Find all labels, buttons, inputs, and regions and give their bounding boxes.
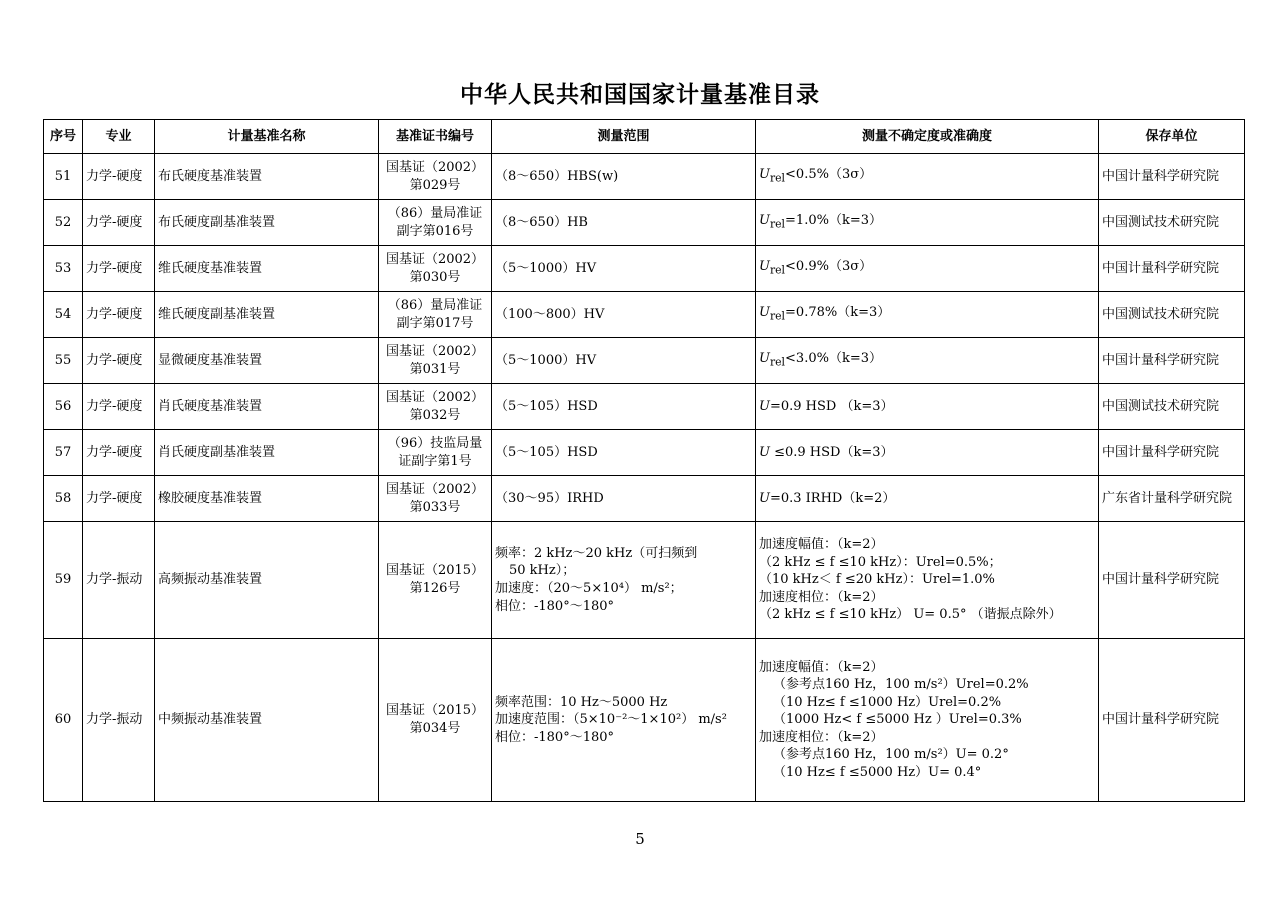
subscript: rel [769, 263, 786, 277]
cell-unit: 中国测试技术研究院 [1099, 200, 1245, 246]
cell-name: 中频振动基准装置 [155, 639, 379, 802]
cert-line: 国基证（2015） [385, 703, 485, 719]
page-title: 中华人民共和国国家计量基准目录 [460, 82, 820, 108]
cell-no: 53 [44, 246, 83, 292]
cell-range [492, 292, 756, 338]
table-row [44, 476, 1245, 522]
cell-uncertainty [756, 246, 1099, 292]
range-line: （5～1000）HV [495, 260, 597, 276]
cell-cert [379, 338, 492, 384]
cell-unit: 中国测试技术研究院 [1099, 384, 1245, 430]
uncertainty-line: 加速度幅值：（k=2） [759, 537, 884, 553]
uncertainty-line: （10 Hz≤ f ≤5000 Hz）U= 0.4° [773, 764, 982, 780]
cell-unit: 广东省计量科学研究院 [1099, 476, 1245, 522]
cert-line: 国基证（2002） [385, 389, 485, 405]
cell-major: 力学-硬度 [83, 246, 155, 292]
cell-range [492, 476, 756, 522]
cell-name: 橡胶硬度基准装置 [155, 476, 379, 522]
cell-name: 维氏硬度基准装置 [155, 246, 379, 292]
symbol: U [759, 490, 770, 506]
cert-line: （86）量局准证 [387, 297, 483, 313]
cell-major: 力学-振动 [83, 522, 155, 639]
cell-cert [379, 522, 492, 639]
table-row [44, 200, 1245, 246]
table-row [44, 639, 1245, 802]
cell-major: 力学-硬度 [83, 338, 155, 384]
table-header-row [44, 120, 1245, 154]
range-line: 频率范围：10 Hz～5000 Hz [495, 694, 668, 710]
cell-major: 力学-硬度 [83, 200, 155, 246]
table-row [44, 292, 1245, 338]
standards-table [43, 119, 1245, 802]
range-line: （8～650）HB [495, 214, 588, 230]
cert-line: 第034号 [409, 721, 461, 736]
range-line: （5～105）HSD [495, 444, 598, 460]
cell-uncertainty [756, 522, 1099, 639]
cert-line: 证副字第1号 [398, 453, 472, 469]
cell-range [492, 200, 756, 246]
cert-line: 第126号 [409, 581, 461, 596]
cell-name: 高频振动基准装置 [155, 522, 379, 639]
cell-uncertainty [756, 430, 1099, 476]
cell-no: 55 [44, 338, 83, 384]
cell-uncertainty [756, 384, 1099, 430]
cell-uncertainty [756, 200, 1099, 246]
cell-name: 肖氏硬度基准装置 [155, 384, 379, 430]
cert-line: 第033号 [409, 499, 461, 515]
symbol: U [759, 444, 770, 460]
cell-name: 显微硬度基准装置 [155, 338, 379, 384]
cert-line: 第032号 [409, 407, 461, 423]
cell-unit: 中国计量科学研究院 [1099, 338, 1245, 384]
cell-cert [379, 246, 492, 292]
uncertainty-line: 加速度幅值：（k=2） [759, 659, 884, 675]
cell-range [492, 246, 756, 292]
cell-range [492, 522, 756, 639]
symbol: U [759, 167, 770, 183]
range-line: 加速度范围：（5×10⁻²～1×10²） m/s² [495, 712, 727, 728]
cell-uncertainty [756, 338, 1099, 384]
cell-no: 54 [44, 292, 83, 338]
symbol: U [759, 259, 770, 275]
symbol: U [759, 305, 770, 321]
cell-unit: 中国测试技术研究院 [1099, 292, 1245, 338]
uncertainty-value: ≤0.9 HSD（k=3） [769, 444, 894, 460]
cell-unit: 中国计量科学研究院 [1099, 154, 1245, 200]
table-row [44, 154, 1245, 200]
column-header-name: 计量基准名称 [155, 120, 379, 154]
cert-line: 副字第017号 [396, 315, 474, 331]
uncertainty-line: （1000 Hz< f ≤5000 Hz ）Urel=0.3% [773, 712, 1022, 728]
cert-line: 国基证（2002） [385, 159, 485, 175]
cell-major: 力学-硬度 [83, 154, 155, 200]
uncertainty-value: =0.9 HSD （k=3） [769, 398, 894, 414]
range-line: （8～650）HBS(w) [495, 168, 619, 184]
range-line: 频率：2 kHz～20 kHz（可扫频到 [495, 545, 698, 561]
cell-uncertainty [756, 476, 1099, 522]
cell-no: 51 [44, 154, 83, 200]
table-row [44, 522, 1245, 639]
subscript: rel [769, 355, 786, 369]
cell-major: 力学-硬度 [83, 476, 155, 522]
uncertainty-line: （10 kHz＜ f ≤20 kHz）：Urel=1.0% [759, 572, 995, 588]
cell-uncertainty [756, 154, 1099, 200]
cell-unit: 中国计量科学研究院 [1099, 246, 1245, 292]
cell-range [492, 639, 756, 802]
table-row [44, 246, 1245, 292]
uncertainty-line: （2 kHz ≤ f ≤10 kHz） U= 0.5° （谐振点除外） [759, 607, 1062, 623]
cell-range [492, 154, 756, 200]
uncertainty-value: <0.5%（3σ） [785, 167, 873, 183]
symbol: U [759, 351, 770, 367]
cell-unit: 中国计量科学研究院 [1099, 430, 1245, 476]
cell-cert [379, 639, 492, 802]
cell-no: 57 [44, 430, 83, 476]
cell-unit: 中国计量科学研究院 [1099, 639, 1245, 802]
cell-range [492, 338, 756, 384]
cell-name: 维氏硬度副基准装置 [155, 292, 379, 338]
cell-name: 布氏硬度基准装置 [155, 154, 379, 200]
uncertainty-value: =0.3 IRHD（k=2） [769, 490, 896, 506]
uncertainty-value: <0.9%（3σ） [785, 259, 873, 275]
uncertainty-line: 加速度相位：（k=2） [759, 589, 884, 605]
symbol: U [759, 398, 770, 414]
uncertainty-value: =0.78%（k=3） [785, 305, 891, 321]
cell-no: 60 [44, 639, 83, 802]
cert-line: 副字第016号 [396, 223, 474, 239]
uncertainty-line: （2 kHz ≤ f ≤10 kHz）：Urel=0.5%； [759, 554, 1002, 570]
uncertainty-value: <3.0%（k=3） [785, 351, 882, 367]
cell-range [492, 430, 756, 476]
column-header-cert: 基准证书编号 [379, 120, 492, 154]
cert-line: 第031号 [409, 361, 461, 377]
cell-major: 力学-硬度 [83, 430, 155, 476]
column-header-unit: 保存单位 [1099, 120, 1245, 154]
cell-no: 56 [44, 384, 83, 430]
cell-range [492, 384, 756, 430]
cert-line: （96）技监局量 [387, 435, 483, 451]
subscript: rel [769, 309, 786, 323]
range-line: 加速度：（20～5×10⁴） m/s²； [495, 581, 683, 596]
range-line: 相位：-180°～180° [495, 729, 615, 745]
uncertainty-line: 加速度相位：（k=2） [759, 729, 884, 745]
column-header-major: 专业 [83, 120, 155, 154]
cell-cert [379, 200, 492, 246]
range-line: （5～1000）HV [495, 352, 597, 368]
range-line: 50 kHz）； [509, 563, 576, 579]
subscript: rel [769, 217, 786, 231]
cell-major: 力学-硬度 [83, 292, 155, 338]
uncertainty-line: （参考点160 Hz，100 m/s²）U= 0.2° [773, 747, 1009, 763]
range-line: 相位：-180°～180° [495, 598, 615, 614]
cell-uncertainty [756, 639, 1099, 802]
cert-line: 国基证（2002） [385, 481, 485, 497]
cell-major: 力学-硬度 [83, 384, 155, 430]
subscript: rel [769, 171, 786, 185]
cert-line: 国基证（2002） [385, 251, 485, 267]
cert-line: （86）量局准证 [387, 205, 483, 221]
cell-no: 58 [44, 476, 83, 522]
uncertainty-value: =1.0%（k=3） [785, 213, 882, 229]
uncertainty-line: （参考点160 Hz，100 m/s²）Urel=0.2% [773, 677, 1029, 693]
cell-cert [379, 154, 492, 200]
cell-name: 肖氏硬度副基准装置 [155, 430, 379, 476]
cell-cert [379, 292, 492, 338]
cell-major: 力学-振动 [83, 639, 155, 802]
cell-cert [379, 430, 492, 476]
cell-cert [379, 384, 492, 430]
page-number: 5 [635, 830, 645, 848]
cell-name: 布氏硬度副基准装置 [155, 200, 379, 246]
column-header-no: 序号 [44, 120, 83, 154]
table-row [44, 384, 1245, 430]
cert-line: 国基证（2002） [385, 343, 485, 359]
column-header-uncertainty: 测量不确定度或准确度 [756, 120, 1099, 154]
table-row [44, 430, 1245, 476]
column-header-range: 测量范围 [492, 120, 756, 154]
cell-cert [379, 476, 492, 522]
uncertainty-line: （10 Hz≤ f ≤1000 Hz）Urel=0.2% [773, 694, 1002, 710]
cert-line: 第030号 [409, 269, 461, 285]
range-line: （30～95）IRHD [495, 490, 604, 506]
cert-line: 国基证（2015） [385, 563, 485, 579]
symbol: U [759, 213, 770, 229]
range-line: （100～800）HV [495, 306, 605, 322]
cert-line: 第029号 [409, 177, 461, 193]
cell-no: 52 [44, 200, 83, 246]
table-row [44, 338, 1245, 384]
cell-no: 59 [44, 522, 83, 639]
cell-unit: 中国计量科学研究院 [1099, 522, 1245, 639]
range-line: （5～105）HSD [495, 398, 598, 414]
cell-uncertainty [756, 292, 1099, 338]
